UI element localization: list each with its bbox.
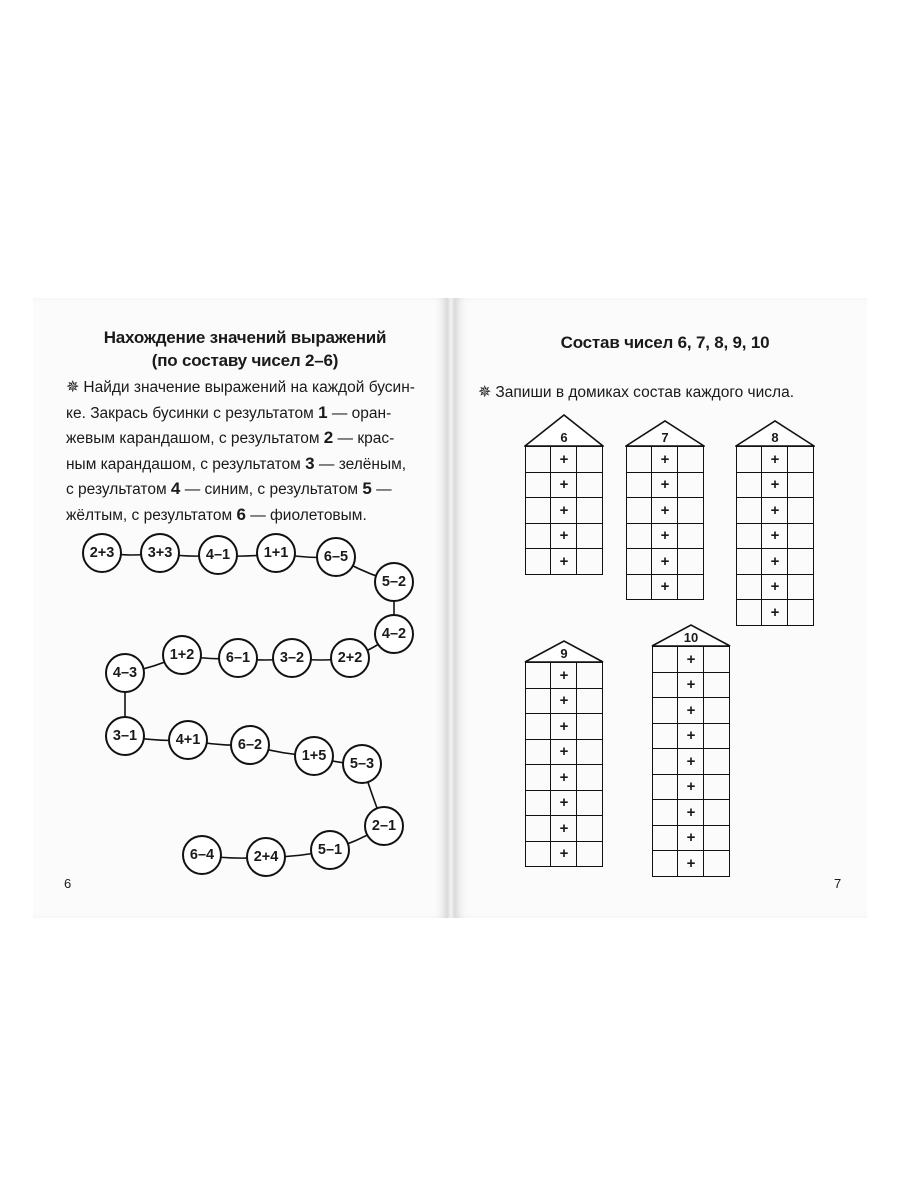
plus-cell: + bbox=[652, 523, 678, 549]
plus-cell: + bbox=[678, 825, 704, 851]
answer-cell[interactable] bbox=[678, 498, 704, 524]
answer-cell[interactable] bbox=[627, 447, 652, 473]
task-line bbox=[66, 503, 441, 529]
plus-cell: + bbox=[551, 714, 577, 740]
task-number: 1 bbox=[318, 402, 328, 422]
task-text: — синим, с результатом bbox=[180, 481, 363, 498]
answer-cell[interactable] bbox=[577, 765, 603, 791]
answer-cell[interactable] bbox=[653, 851, 678, 877]
answer-cell[interactable] bbox=[737, 549, 762, 575]
answer-cell[interactable] bbox=[704, 672, 730, 698]
bead[interactable]: 3+3 bbox=[140, 533, 180, 573]
plus-cell: + bbox=[762, 523, 788, 549]
answer-cell[interactable] bbox=[577, 549, 603, 575]
answer-cell[interactable] bbox=[788, 549, 814, 575]
plus-cell: + bbox=[762, 498, 788, 524]
task-text: жевым карандашом, с результатом bbox=[66, 430, 324, 447]
plus-cell: + bbox=[678, 774, 704, 800]
answer-cell[interactable] bbox=[526, 663, 551, 689]
task-number: 2 bbox=[323, 428, 334, 447]
house-number: 6 bbox=[560, 430, 568, 445]
house-grid bbox=[736, 446, 814, 626]
bead[interactable]: 2–1 bbox=[364, 806, 404, 846]
plus-cell: + bbox=[678, 723, 704, 749]
task-text: Найди значение выражений на каждой бусин- bbox=[83, 379, 415, 396]
plus-cell: + bbox=[678, 851, 704, 877]
bead[interactable]: 5–1 bbox=[310, 830, 350, 870]
bead[interactable]: 1+5 bbox=[294, 736, 334, 776]
house-number: 9 bbox=[560, 646, 568, 661]
answer-cell[interactable] bbox=[627, 549, 652, 575]
answer-cell[interactable] bbox=[526, 739, 551, 765]
plus-cell: + bbox=[762, 574, 788, 600]
answer-cell[interactable] bbox=[653, 672, 678, 698]
bead[interactable]: 5–3 bbox=[342, 744, 382, 784]
answer-cell[interactable] bbox=[526, 498, 551, 524]
answer-cell[interactable] bbox=[788, 472, 814, 498]
plus-cell: + bbox=[551, 663, 577, 689]
bead[interactable]: 1+1 bbox=[256, 533, 296, 573]
answer-cell[interactable] bbox=[678, 549, 704, 575]
task-text: — фиолетовым. bbox=[245, 506, 367, 524]
right-task-text bbox=[478, 381, 848, 406]
task-number: 5 bbox=[362, 479, 372, 498]
answer-cell[interactable] bbox=[653, 647, 678, 673]
answer-cell[interactable] bbox=[577, 523, 603, 549]
task-text: — bbox=[371, 481, 392, 498]
plus-cell: + bbox=[551, 841, 577, 867]
answer-cell[interactable] bbox=[653, 698, 678, 724]
plus-cell: + bbox=[678, 749, 704, 775]
answer-cell[interactable] bbox=[737, 574, 762, 600]
plus-cell: + bbox=[678, 698, 704, 724]
task-text: ным карандашом, с результатом bbox=[66, 455, 306, 473]
answer-cell[interactable] bbox=[526, 549, 551, 575]
task-line bbox=[66, 401, 441, 427]
answer-cell[interactable] bbox=[653, 749, 678, 775]
bead[interactable]: 3–2 bbox=[272, 638, 312, 678]
answer-cell[interactable] bbox=[788, 447, 814, 473]
bead[interactable]: 5–2 bbox=[374, 562, 414, 602]
answer-cell[interactable] bbox=[737, 447, 762, 473]
answer-cell[interactable] bbox=[577, 688, 603, 714]
plus-cell: + bbox=[652, 574, 678, 600]
bead[interactable]: 6–2 bbox=[230, 725, 270, 765]
task-number: 3 bbox=[305, 453, 315, 473]
plus-cell: + bbox=[652, 472, 678, 498]
answer-cell[interactable] bbox=[577, 498, 603, 524]
answer-cell[interactable] bbox=[627, 574, 652, 600]
answer-cell[interactable] bbox=[737, 600, 762, 626]
plus-cell: + bbox=[551, 549, 577, 575]
answer-cell[interactable] bbox=[526, 714, 551, 740]
answer-cell[interactable] bbox=[577, 663, 603, 689]
bead[interactable]: 1+2 bbox=[162, 635, 202, 675]
bullet-icon: ✵ bbox=[66, 379, 80, 396]
answer-cell[interactable] bbox=[653, 723, 678, 749]
task-text: ке. Закрась бусинки с результатом bbox=[66, 404, 319, 422]
answer-cell[interactable] bbox=[577, 472, 603, 498]
answer-cell[interactable] bbox=[526, 688, 551, 714]
answer-cell[interactable] bbox=[526, 841, 551, 867]
bead[interactable]: 2+4 bbox=[246, 837, 286, 877]
bead[interactable]: 2+3 bbox=[82, 533, 122, 573]
house-grid bbox=[525, 662, 603, 867]
answer-cell[interactable] bbox=[653, 800, 678, 826]
plus-cell: + bbox=[551, 523, 577, 549]
plus-cell: + bbox=[551, 739, 577, 765]
answer-cell[interactable] bbox=[577, 714, 603, 740]
plus-cell: + bbox=[762, 447, 788, 473]
bead[interactable]: 6–1 bbox=[218, 638, 258, 678]
answer-cell[interactable] bbox=[653, 774, 678, 800]
answer-cell[interactable] bbox=[704, 698, 730, 724]
right-task-label: Запиши в домиках состав каждого числа. bbox=[495, 384, 795, 401]
task-text: жёлтым, с результатом bbox=[66, 506, 237, 524]
answer-cell[interactable] bbox=[788, 600, 814, 626]
task-text: с результатом bbox=[66, 481, 171, 498]
house-number: 10 bbox=[683, 630, 699, 645]
answer-cell[interactable] bbox=[704, 851, 730, 877]
answer-cell[interactable] bbox=[737, 472, 762, 498]
title-line-1: Нахождение значений выражений bbox=[103, 328, 387, 347]
answer-cell[interactable] bbox=[577, 739, 603, 765]
plus-cell: + bbox=[551, 765, 577, 791]
answer-cell[interactable] bbox=[737, 523, 762, 549]
left-task-text bbox=[66, 376, 441, 528]
answer-cell[interactable] bbox=[737, 498, 762, 524]
answer-cell[interactable] bbox=[627, 498, 652, 524]
bead[interactable]: 2+2 bbox=[330, 638, 370, 678]
answer-cell[interactable] bbox=[627, 472, 652, 498]
plus-cell: + bbox=[762, 600, 788, 626]
bead[interactable]: 3–1 bbox=[105, 716, 145, 756]
bead[interactable]: 4–2 bbox=[374, 614, 414, 654]
plus-cell: + bbox=[551, 447, 577, 473]
answer-cell[interactable] bbox=[704, 800, 730, 826]
plus-cell: + bbox=[551, 816, 577, 842]
task-line bbox=[66, 376, 441, 401]
answer-cell[interactable] bbox=[704, 723, 730, 749]
task-number: 4 bbox=[170, 479, 181, 498]
task-text: — зелёным, bbox=[314, 455, 407, 473]
plus-cell: + bbox=[652, 498, 678, 524]
bead[interactable]: 4+1 bbox=[168, 720, 208, 760]
answer-cell[interactable] bbox=[577, 816, 603, 842]
answer-cell[interactable] bbox=[577, 790, 603, 816]
answer-cell[interactable] bbox=[577, 447, 603, 473]
plus-cell: + bbox=[551, 688, 577, 714]
answer-cell[interactable] bbox=[704, 774, 730, 800]
answer-cell[interactable] bbox=[678, 574, 704, 600]
answer-cell[interactable] bbox=[678, 472, 704, 498]
plus-cell: + bbox=[678, 672, 704, 698]
answer-cell[interactable] bbox=[627, 523, 652, 549]
task-text: — оран- bbox=[327, 404, 392, 422]
answer-cell[interactable] bbox=[526, 472, 551, 498]
task-line bbox=[66, 426, 441, 452]
plus-cell: + bbox=[762, 549, 788, 575]
plus-cell: + bbox=[678, 647, 704, 673]
answer-cell[interactable] bbox=[526, 816, 551, 842]
answer-cell[interactable] bbox=[678, 447, 704, 473]
plus-cell: + bbox=[652, 447, 678, 473]
plus-cell: + bbox=[551, 472, 577, 498]
answer-cell[interactable] bbox=[704, 647, 730, 673]
task-line bbox=[66, 477, 441, 503]
plus-cell: + bbox=[762, 472, 788, 498]
right-page-title: Состав чисел 6, 7, 8, 9, 10 bbox=[560, 333, 770, 352]
house-grid bbox=[525, 446, 603, 575]
plus-cell: + bbox=[551, 498, 577, 524]
answer-cell[interactable] bbox=[704, 749, 730, 775]
house-grid bbox=[626, 446, 704, 600]
bead[interactable]: 4–1 bbox=[198, 535, 238, 575]
house-grid bbox=[652, 646, 730, 877]
answer-cell[interactable] bbox=[653, 825, 678, 851]
book-spine bbox=[447, 298, 455, 918]
answer-cell[interactable] bbox=[526, 523, 551, 549]
bead[interactable]: 4–3 bbox=[105, 653, 145, 693]
page-number-right: 7 bbox=[834, 876, 842, 891]
title-line-2: (по составу чисел 2–6) bbox=[151, 351, 339, 370]
answer-cell[interactable] bbox=[788, 498, 814, 524]
plus-cell: + bbox=[652, 549, 678, 575]
answer-cell[interactable] bbox=[788, 523, 814, 549]
answer-cell[interactable] bbox=[704, 825, 730, 851]
bead[interactable]: 6–5 bbox=[316, 537, 356, 577]
answer-cell[interactable] bbox=[526, 447, 551, 473]
house-number: 8 bbox=[771, 430, 779, 445]
answer-cell[interactable] bbox=[678, 523, 704, 549]
answer-cell[interactable] bbox=[526, 765, 551, 791]
task-number: 6 bbox=[236, 504, 246, 524]
answer-cell[interactable] bbox=[526, 790, 551, 816]
plus-cell: + bbox=[551, 790, 577, 816]
left-page-title bbox=[60, 326, 430, 372]
house-number: 7 bbox=[661, 430, 669, 445]
page-number-left: 6 bbox=[64, 876, 72, 891]
task-line bbox=[66, 452, 441, 478]
task-text: — крас- bbox=[333, 430, 395, 447]
bead[interactable]: 6–4 bbox=[182, 835, 222, 875]
answer-cell[interactable] bbox=[788, 574, 814, 600]
plus-cell: + bbox=[678, 800, 704, 826]
answer-cell[interactable] bbox=[577, 841, 603, 867]
bullet-icon: ✵ bbox=[478, 384, 492, 401]
